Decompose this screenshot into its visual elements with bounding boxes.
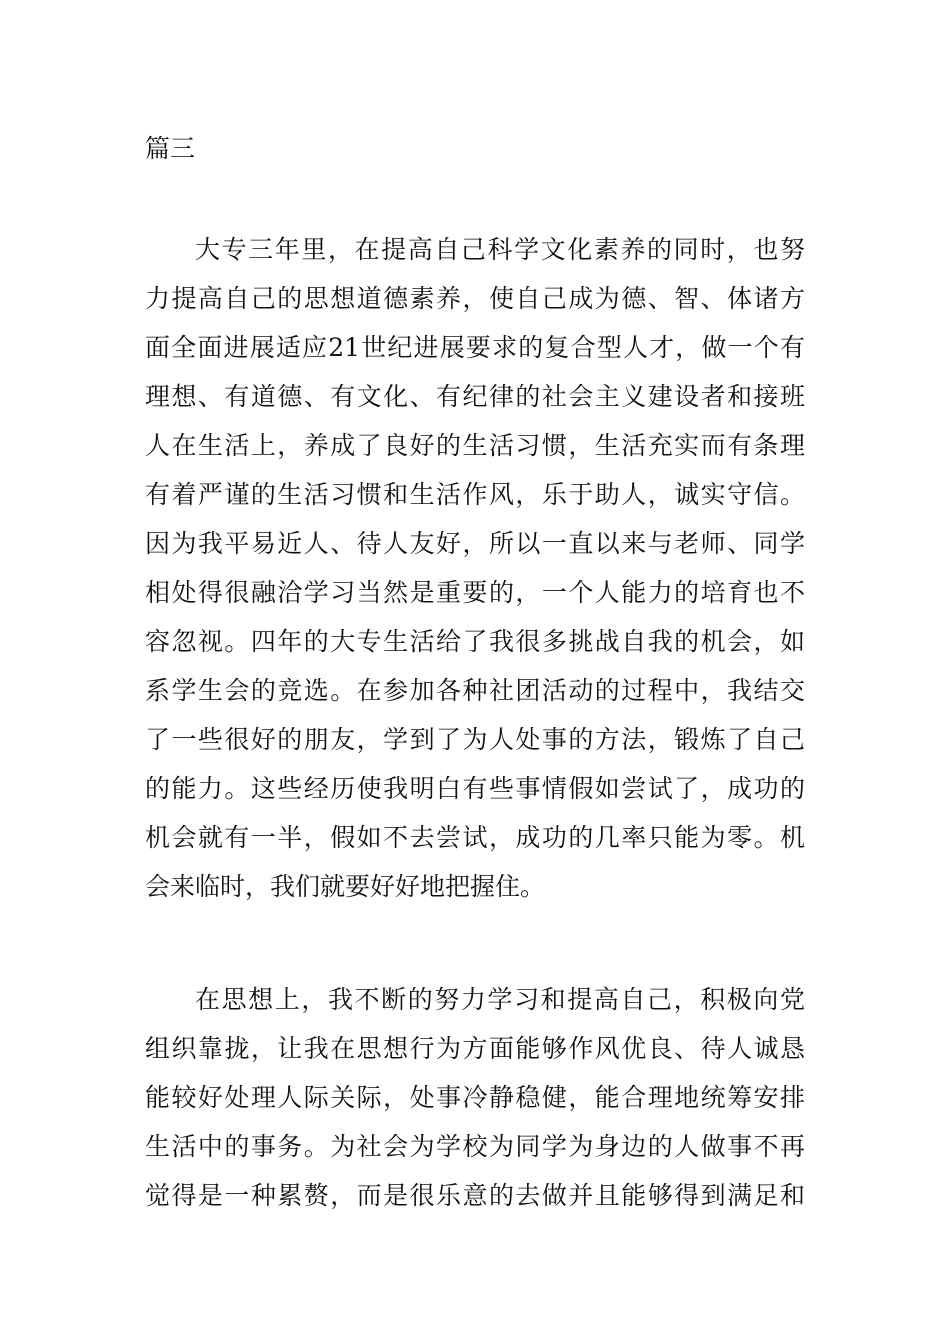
paragraph-2 [145,975,805,1220]
paragraph-line: 会来临时，我们就要好好地把握住。 [145,872,546,901]
paragraph-line: 大专三年里，在提高自己科学文化素养的同时，也努 [195,235,805,264]
paragraph-line: 面全面进展适应21世纪进展要求的复合型人才，做一个有 [145,333,805,362]
paragraph-line: 的能力。这些经历使我明白有些事情假如尝试了，成功的 [145,774,805,803]
paragraph-line: 系学生会的竞选。在参加各种社团活动的过程中，我结交 [145,676,805,705]
paragraph-1 [145,225,805,911]
paragraph-line: 人在生活上，养成了良好的生活习惯，生活充实而有条理 [145,431,805,460]
paragraph-line: 生活中的事务。为社会为学校为同学为身边的人做事不再 [145,1132,805,1161]
paragraph-line: 力提高自己的思想道德素养，使自己成为德、智、体诸方 [145,284,805,313]
paragraph-line: 容忽视。四年的大专生活给了我很多挑战自我的机会，如 [145,627,805,656]
paragraph-line: 能较好处理人际关际，处事冷静稳健，能合理地统筹安排 [145,1083,805,1112]
paragraph-line: 有着严谨的生活习惯和生活作风，乐于助人，诚实守信。 [145,480,805,509]
section-heading: 篇三 [145,134,196,163]
paragraph-line: 理想、有道德、有文化、有纪律的社会主义建设者和接班 [145,382,805,411]
paragraph-line: 组织靠拢，让我在思想行为方面能够作风优良、待人诚恳 [145,1034,805,1063]
paragraph-line: 相处得很融洽学习当然是重要的，一个人能力的培育也不 [145,578,805,607]
paragraph-line: 在思想上，我不断的努力学习和提高自己，积极向党 [195,985,805,1014]
paragraph-line: 觉得是一种累赘，而是很乐意的去做并且能够得到满足和 [145,1181,805,1210]
paragraph-line: 机会就有一半，假如不去尝试，成功的几率只能为零。机 [145,823,805,852]
paragraph-line: 了一些很好的朋友，学到了为人处事的方法，锻炼了自己 [145,725,805,754]
paragraph-line: 因为我平易近人、待人友好，所以一直以来与老师、同学 [145,529,805,558]
